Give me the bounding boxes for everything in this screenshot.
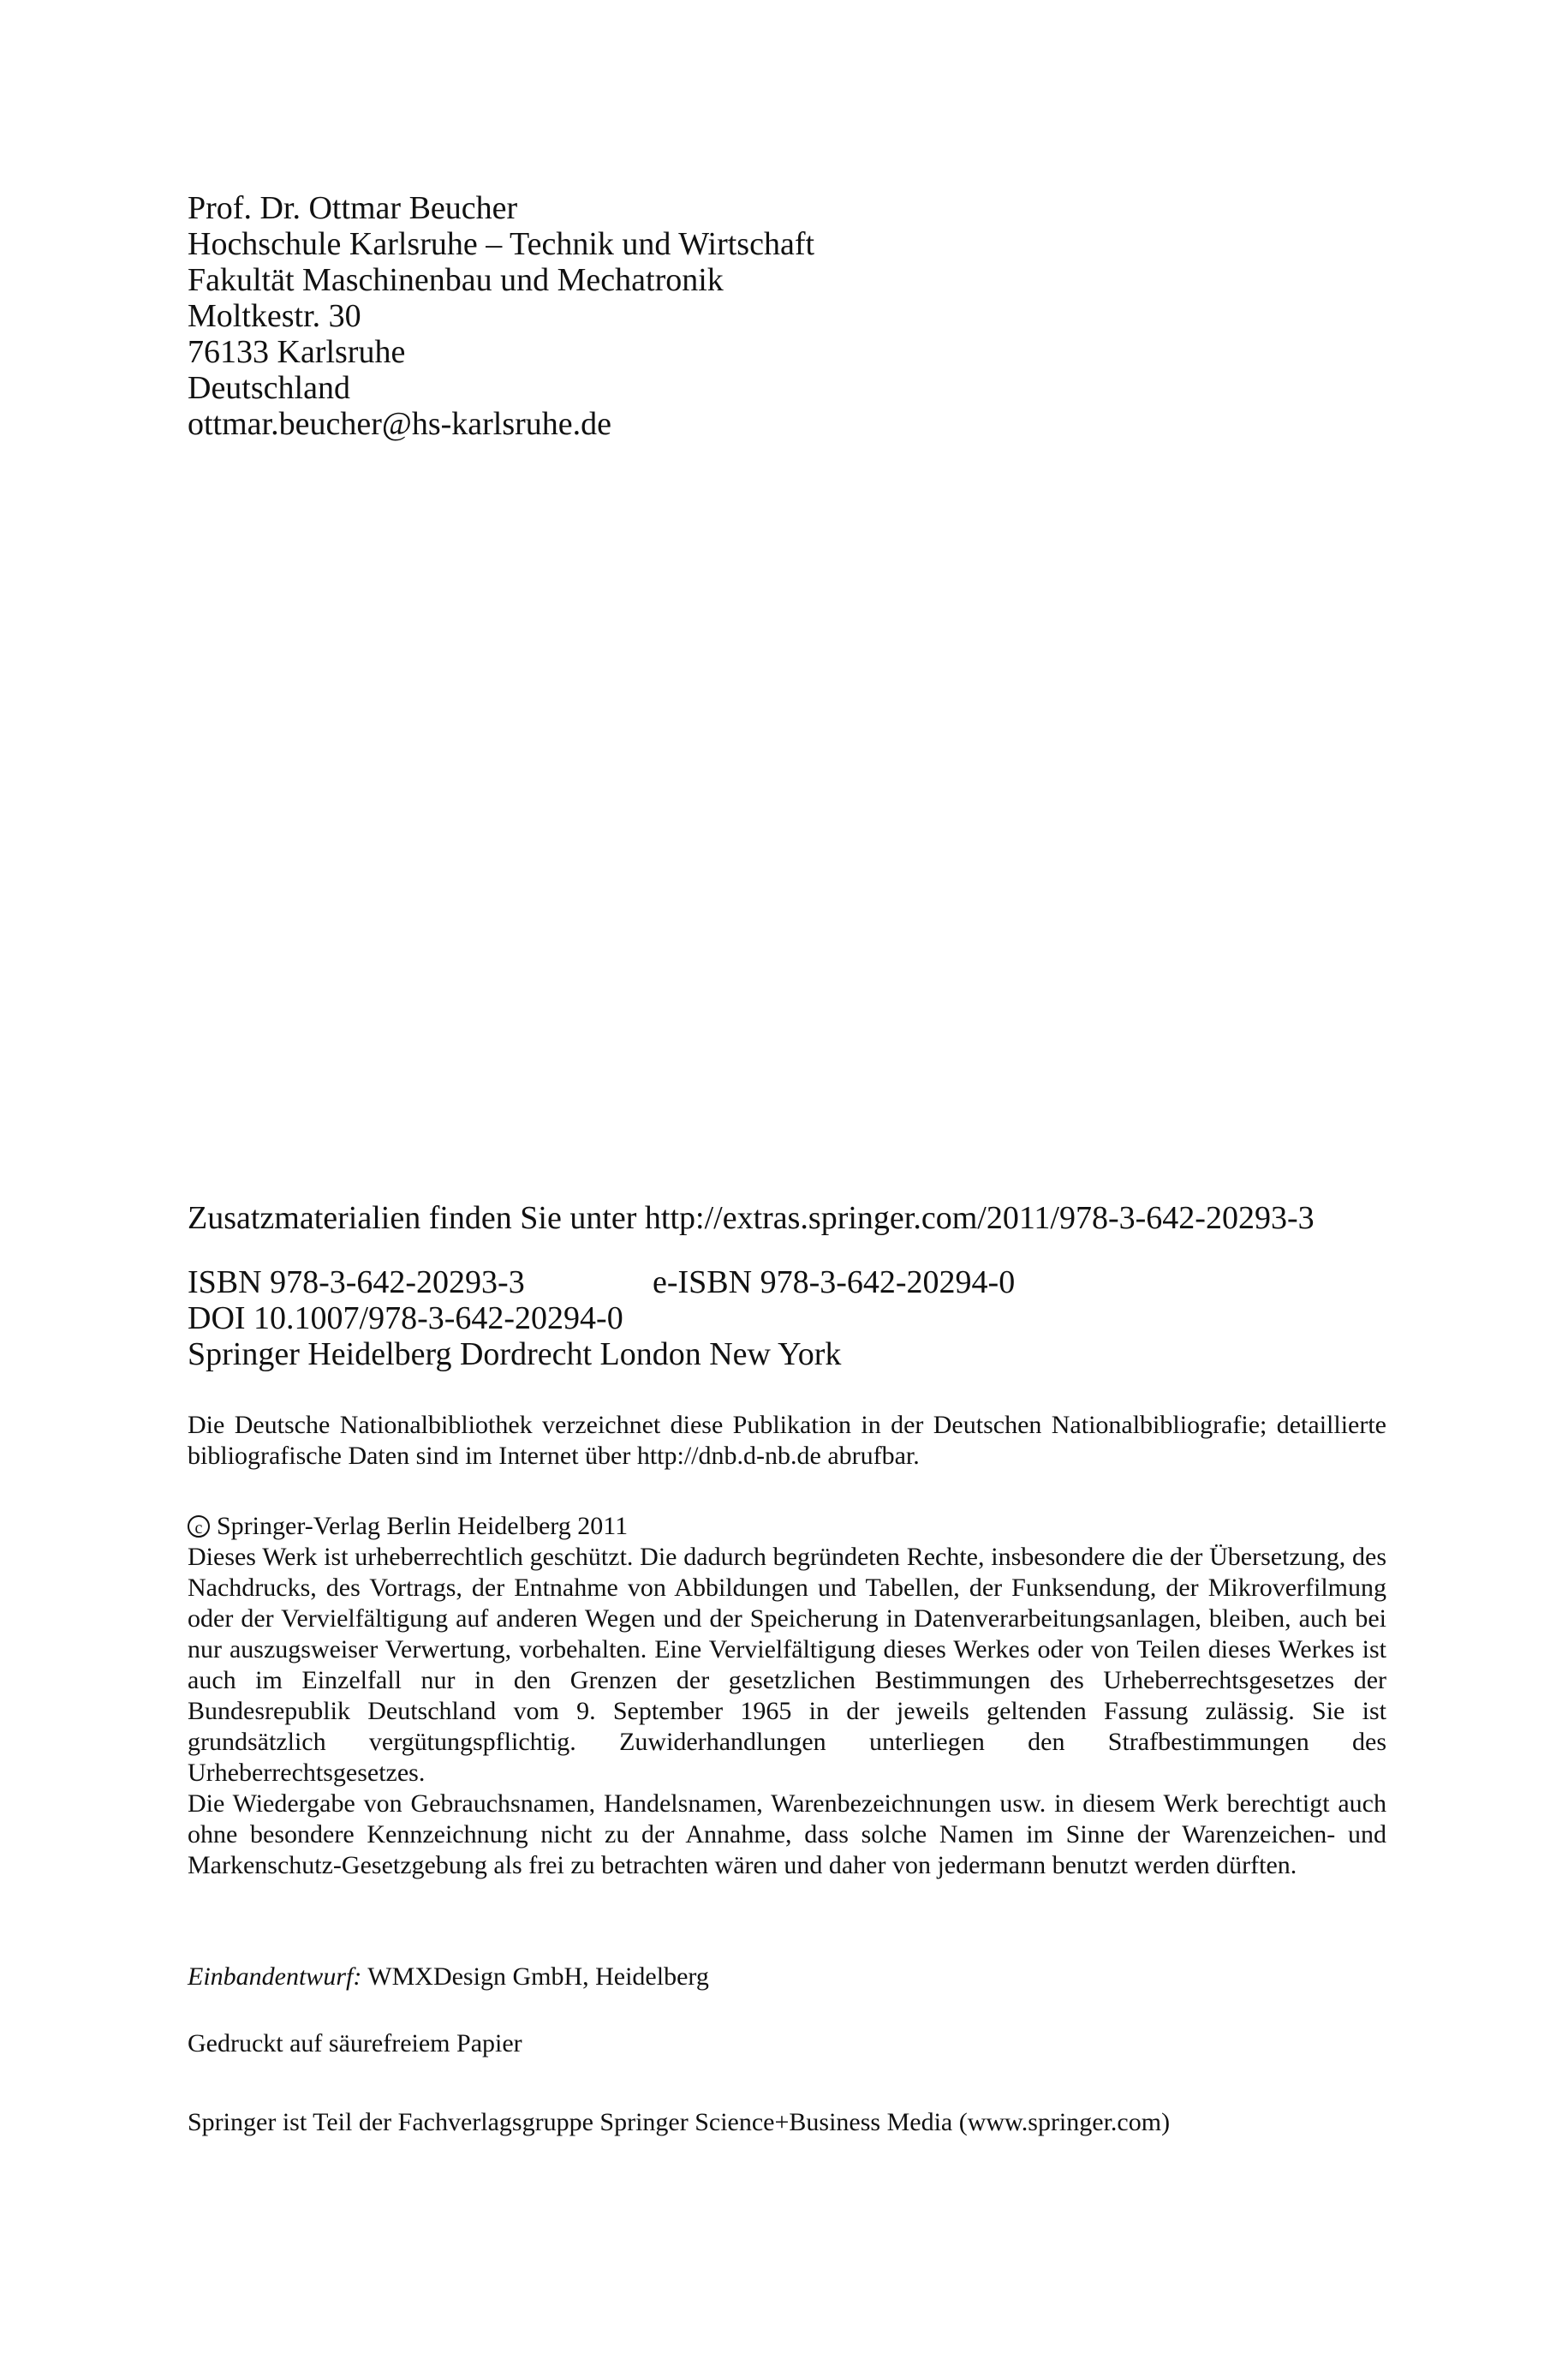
rights-paragraph: Dieses Werk ist urheberrechtlich geschützt. Die dadurch begründeten Rechte, insbesondere die der Übersetzung, des Nachdrucks, des Vortrags, der Entnahme von Abbildungen und Tabellen, der Funksendung, der Mikroverfilmung oder der Vervielfältigung auf anderen Wegen und der Speicherung in Datenverarbeitungsanlagen, bleiben, auch bei nur auszugsweiser Verwertung, vorbehalten. Eine Vervielfältigung dieses Werkes oder von Teilen dieses Werkes ist auch im Einzelfall nur in den Grenzen der gesetzlichen Bestimmungen des Urheberrechtsgesetzes der Bundesrepublik Deutschland vom 9. September 1965 in der jeweils geltenden Fassung zulässig. Sie ist grundsätzlich vergütungspflichtig. Zuwiderhandlungen unterliegen den Strafbestimmungen des Urheberrechtsgesetzes.: [188, 1543, 1386, 1787]
cover-design-value: WMXDesign GmbH, Heidelberg: [367, 1962, 709, 1991]
trademark-paragraph: Die Wiedergabe von Gebrauchsnamen, Handelsnamen, Warenbezeichnungen usw. in diesem Werk berechtigt auch ohne besondere Kennzeichnung nicht zu der Annahme, dass solche Namen im Sinne der Warenzeichen- und Markenschutz-Gesetzgebung als frei zu betrachten wären und daher von jedermann benutzt werden dürften.: [188, 1789, 1386, 1879]
isbn-row: [188, 1264, 1386, 1300]
author-country: Deutschland: [188, 370, 350, 406]
dnb-text: Die Deutsche Nationalbibliothek verzeichnet diese Publikation in der Deutschen Nationalbibliografie; detaillierte bibliografische Daten sind im Internet über http://dnb.d-nb.de abrufbar.: [188, 1411, 1386, 1470]
isbn-electronic: e-ISBN 978-3-642-20294-0: [653, 1264, 1016, 1300]
doi-line: DOI 10.1007/978-3-642-20294-0: [188, 1300, 623, 1336]
author-street: Moltkestr. 30: [188, 298, 361, 334]
author-institution: Hochschule Karlsruhe – Technik und Wirtschaft: [188, 226, 815, 262]
national-library-notice: [188, 1410, 1386, 1472]
author-city: 76133 Karlsruhe: [188, 334, 406, 370]
copyright-line: [188, 1511, 1386, 1542]
author-email: ottmar.beucher@hs-karlsruhe.de: [188, 406, 612, 442]
printed-on-paper-line: Gedruckt auf säurefreiem Papier: [188, 2029, 522, 2057]
copyright-holder: Springer-Verlag Berlin Heidelberg 2011: [217, 1512, 629, 1540]
author-faculty: Fakultät Maschinenbau und Mechatronik: [188, 262, 724, 298]
author-name: Prof. Dr. Ottmar Beucher: [188, 190, 518, 226]
copyright-block: [188, 1511, 1386, 1881]
springer-group-line: Springer ist Teil der Fachverlagsgruppe Springer Science+Business Media (www.springer.com): [188, 2108, 1171, 2136]
isbn-block: [188, 1264, 1386, 1372]
author-address-block: [188, 190, 1386, 442]
supplementary-materials-line: Zusatzmaterialien finden Sie unter http://extras.springer.com/2011/978-3-642-20293-3: [188, 1200, 1315, 1236]
cover-design-label: Einbandentwurf:: [188, 1962, 362, 1991]
isbn-print: ISBN 978-3-642-20293-3: [188, 1264, 525, 1300]
copyright-symbol: c: [188, 1515, 210, 1538]
publisher-places-line: Springer Heidelberg Dordrecht London New York: [188, 1336, 842, 1372]
cover-design-line: [188, 1962, 709, 1992]
